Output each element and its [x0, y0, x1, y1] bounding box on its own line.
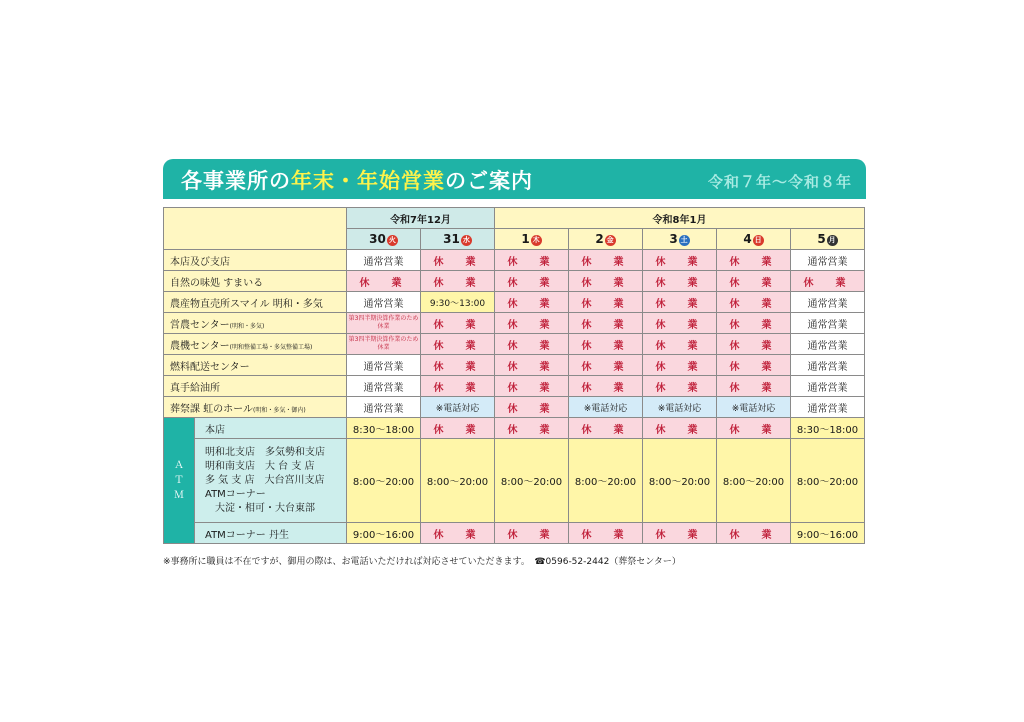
status-cell: ※電話対応 — [717, 397, 791, 418]
status-cell: 第3四半期決算作業のため休業 — [347, 313, 421, 334]
atm-row — [164, 523, 865, 544]
weekday-badge: 水 — [462, 236, 470, 244]
office-row — [164, 355, 865, 376]
status-cell: 休 業 — [569, 292, 643, 313]
day-header — [643, 229, 717, 250]
office-sublabel: (明和・多気) — [229, 322, 265, 330]
day-number: 3 — [669, 232, 678, 246]
status-cell: 休 業 — [495, 523, 569, 544]
month-header-dec: 令和7年12月 — [347, 208, 495, 229]
office-label: 自然の味処 すまいる — [164, 271, 347, 292]
status-cell: 9:30〜13:00 — [421, 292, 495, 313]
status-cell: 休 業 — [569, 271, 643, 292]
status-cell: 休 業 — [643, 271, 717, 292]
day-number: 31 — [443, 232, 460, 246]
status-cell: 8:30〜18:00 — [347, 418, 421, 439]
status-cell: 休 業 — [643, 334, 717, 355]
status-cell: 通常営業 — [347, 250, 421, 271]
status-cell: 休 業 — [569, 418, 643, 439]
status-cell: 通常営業 — [347, 355, 421, 376]
status-cell: 休 業 — [717, 250, 791, 271]
day-header — [495, 229, 569, 250]
status-cell: 休 業 — [569, 334, 643, 355]
status-cell: 休 業 — [569, 250, 643, 271]
office-label: 葬祭課 虹のホール(明和・多気・御内) — [164, 397, 347, 418]
status-cell: 通常営業 — [791, 292, 865, 313]
status-cell: 休 業 — [717, 418, 791, 439]
atm-side-label: Ａ Ｔ Ｍ — [164, 418, 195, 544]
status-cell: 8:00〜20:00 — [495, 439, 569, 523]
status-cell: 8:00〜20:00 — [643, 439, 717, 523]
footnote: ※事務所に職員は不在ですが、御用の際は、お電話いただければ対応させていただきます。 ☎0596-52-2442（葬祭センター） — [163, 557, 681, 567]
status-cell: 休 業 — [495, 292, 569, 313]
status-cell: 休 業 — [421, 250, 495, 271]
office-label: 農機センター(明和整備工場・多気整備工場) — [164, 334, 347, 355]
atm-location-label: 明和北支店 多気勢和支店 明和南支店 大 台 支 店 多 気 支 店 大台宮川支店 ATMコーナー 大淀・相可・大台東部 — [195, 439, 347, 523]
day-header — [421, 229, 495, 250]
status-cell: 休 業 — [495, 313, 569, 334]
weekday-badge: 土 — [680, 236, 688, 244]
weekday-badge: 月 — [828, 236, 836, 244]
status-cell: 休 業 — [643, 292, 717, 313]
day-header — [791, 229, 865, 250]
status-cell: 休 業 — [421, 355, 495, 376]
office-row — [164, 271, 865, 292]
era-range: 令和７年〜令和８年 — [707, 173, 852, 191]
status-cell: 休 業 — [717, 334, 791, 355]
day-number: 1 — [521, 232, 530, 246]
atm-location-label: ATMコーナー 丹生 — [195, 523, 347, 544]
office-row — [164, 334, 865, 355]
status-cell: 休 業 — [495, 271, 569, 292]
status-cell: 通常営業 — [791, 397, 865, 418]
day-number: 4 — [743, 232, 752, 246]
status-cell: 休 業 — [643, 418, 717, 439]
title-banner — [163, 159, 866, 199]
weekday-badge: 金 — [606, 236, 614, 244]
status-cell: 休 業 — [569, 376, 643, 397]
status-cell: 休 業 — [643, 355, 717, 376]
office-sublabel: (明和・多気・御内) — [252, 406, 306, 414]
status-cell: 8:00〜20:00 — [569, 439, 643, 523]
office-row — [164, 292, 865, 313]
status-cell: 休 業 — [421, 418, 495, 439]
weekday-badge: 日 — [754, 236, 762, 244]
header-corner — [164, 208, 347, 250]
status-cell: ※電話対応 — [643, 397, 717, 418]
office-sublabel: (明和整備工場・多気整備工場) — [229, 343, 313, 351]
status-cell: 休 業 — [421, 334, 495, 355]
month-header-jan: 令和8年1月 — [495, 208, 865, 229]
status-cell: 通常営業 — [791, 334, 865, 355]
office-label: 燃料配送センター — [164, 355, 347, 376]
status-cell: 休 業 — [569, 313, 643, 334]
status-cell: 8:00〜20:00 — [347, 439, 421, 523]
status-cell: 通常営業 — [791, 355, 865, 376]
office-label: 営農センター(明和・多気) — [164, 313, 347, 334]
office-label: 真手給油所 — [164, 376, 347, 397]
status-cell: 休 業 — [495, 397, 569, 418]
status-cell: 休 業 — [717, 313, 791, 334]
status-cell: 第3四半期決算作業のため休業 — [347, 334, 421, 355]
atm-row — [164, 418, 865, 439]
status-cell: 8:00〜20:00 — [791, 439, 865, 523]
office-row — [164, 376, 865, 397]
atm-row — [164, 439, 865, 523]
status-cell: 通常営業 — [791, 376, 865, 397]
status-cell: 休 業 — [495, 418, 569, 439]
status-cell: 休 業 — [717, 271, 791, 292]
status-cell: 休 業 — [569, 523, 643, 544]
day-number: 30 — [369, 232, 386, 246]
status-cell: 8:30〜18:00 — [791, 418, 865, 439]
status-cell: 通常営業 — [347, 397, 421, 418]
weekday-badge: 木 — [532, 236, 540, 244]
schedule-table — [163, 207, 865, 544]
status-cell: 休 業 — [643, 313, 717, 334]
status-cell: ※電話対応 — [421, 397, 495, 418]
status-cell: 休 業 — [717, 376, 791, 397]
status-cell: 休 業 — [495, 334, 569, 355]
office-row — [164, 250, 865, 271]
status-cell: 休 業 — [643, 250, 717, 271]
status-cell: 休 業 — [569, 355, 643, 376]
status-cell: 通常営業 — [347, 376, 421, 397]
day-number: 2 — [595, 232, 604, 246]
status-cell: 休 業 — [717, 523, 791, 544]
atm-location-label: 本店 — [195, 418, 347, 439]
page-title: 各事業所の年末・年始営業のご案内 — [181, 169, 533, 193]
office-label: 農産物直売所スマイル 明和・多気 — [164, 292, 347, 313]
status-cell: 休 業 — [495, 376, 569, 397]
status-cell: 休 業 — [421, 271, 495, 292]
status-cell: 休 業 — [643, 523, 717, 544]
day-number: 5 — [817, 232, 826, 246]
status-cell: 休 業 — [421, 313, 495, 334]
status-cell: 休 業 — [421, 523, 495, 544]
status-cell: 9:00〜16:00 — [347, 523, 421, 544]
status-cell: 通常営業 — [791, 313, 865, 334]
status-cell: 休 業 — [347, 271, 421, 292]
status-cell: 休 業 — [495, 355, 569, 376]
status-cell: 通常営業 — [791, 250, 865, 271]
status-cell: 休 業 — [717, 292, 791, 313]
status-cell: ※電話対応 — [569, 397, 643, 418]
status-cell: 休 業 — [791, 271, 865, 292]
office-label: 本店及び支店 — [164, 250, 347, 271]
office-row — [164, 313, 865, 334]
status-cell: 9:00〜16:00 — [791, 523, 865, 544]
status-cell: 休 業 — [495, 250, 569, 271]
status-cell: 休 業 — [643, 376, 717, 397]
weekday-badge: 火 — [388, 236, 396, 244]
status-cell: 通常営業 — [347, 292, 421, 313]
status-cell: 休 業 — [421, 376, 495, 397]
day-header — [717, 229, 791, 250]
day-header — [569, 229, 643, 250]
day-header — [347, 229, 421, 250]
status-cell: 休 業 — [717, 355, 791, 376]
status-cell: 8:00〜20:00 — [717, 439, 791, 523]
status-cell: 8:00〜20:00 — [421, 439, 495, 523]
office-row — [164, 397, 865, 418]
